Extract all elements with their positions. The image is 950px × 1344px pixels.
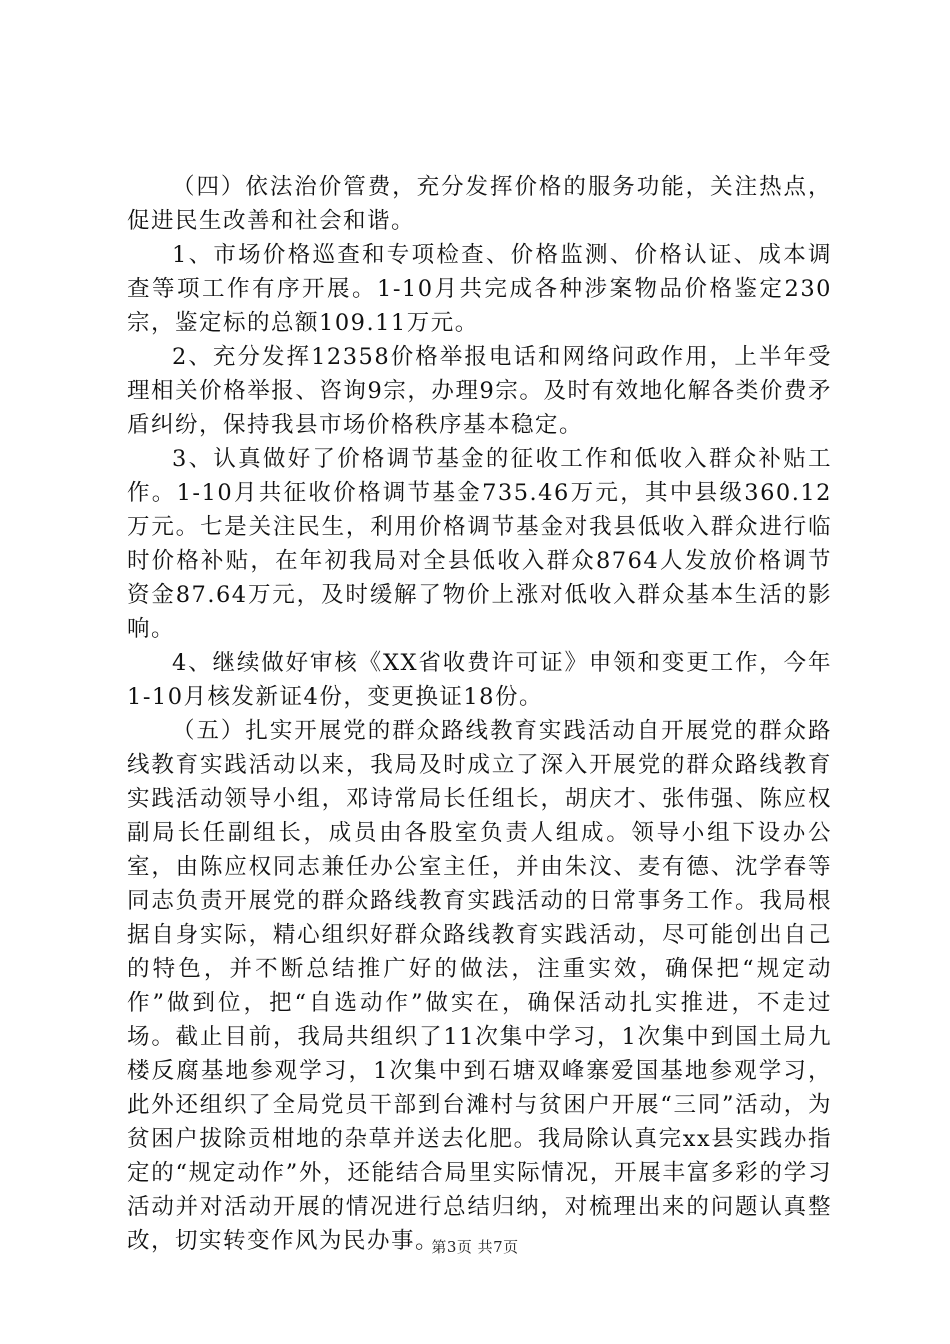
page-number-footer: 第3页 共7页 <box>431 1238 519 1256</box>
section-five-paragraph: （五）扎实开展党的群众路线教育实践活动自开展党的群众路线教育实践活动以来，我局及时成立了深入开展党的群众路线教育实践活动领导小组，邓诗常局长任组长，胡庆才、张伟强、陈应权副局长任副组长，成员由各股室负责人组成。领导小组下设办公室，由陈应权同志兼任办公室主任，并由朱汶、麦有德、沈学春等同志负责开展党的群众路线教育实践活动的日常事务工作。我局根据自身实际，精心组织好群众路线教育实践活动，尽可能创出自己的特色，并不断总结推广好的做法，注重实效，确保把“规定动作”做到位，把“自选动作”做实在，确保活动扎实推进，不走过场。截止目前，我局共组织了11次集中学习，1次集中到国土局九楼反腐基地参观学习，1次集中到石塘双峰寨爱国基地参观学习，此外还组织了全局党员干部到台滩村与贫困户开展“三同”活动，为贫困户拔除贡柑地的杂草并送去化肥。我局除认真完xx县实践办指定的“规定动作”外，还能结合局里实际情况，开展丰富多彩的学习活动并对活动开展的情况进行总结归纳，对梳理出来的问题认真整改，切实转变作风为民办事。 <box>127 718 832 1254</box>
item-3-paragraph: 3、认真做好了价格调节基金的征收工作和低收入群众补贴工作。1-10月共征收价格调节基金735.46万元，其中县级360.12万元。七是关注民生，利用价格调节基金对我县低收入群众进行临时价格补贴，在年初我局对全县低收入群众8764人发放价格调节资金87.64万元，及时缓解了物价上涨对低收入群众基本生活的影响。 <box>127 446 832 642</box>
section-four-heading-paragraph: （四）依法治价管费，充分发挥价格的服务功能，关注热点，促进民生改善和社会和谐。 <box>127 174 832 234</box>
item-1-paragraph: 1、市场价格巡查和专项检查、价格监测、价格认证、成本调查等项工作有序开展。1-10月共完成各种涉案物品价格鉴定230宗，鉴定标的总额109.11万元。 <box>127 242 832 336</box>
document-body <box>127 170 832 1258</box>
item-4-paragraph: 4、继续做好审核《XX省收费许可证》申领和变更工作，今年1-10月核发新证4份，变更换证18份。 <box>127 650 832 710</box>
item-2-paragraph: 2、充分发挥12358价格举报电话和网络问政作用，上半年受理相关价格举报、咨询9宗，办理9宗。及时有效地化解各类价费矛盾纠纷，保持我县市场价格秩序基本稳定。 <box>127 344 832 438</box>
